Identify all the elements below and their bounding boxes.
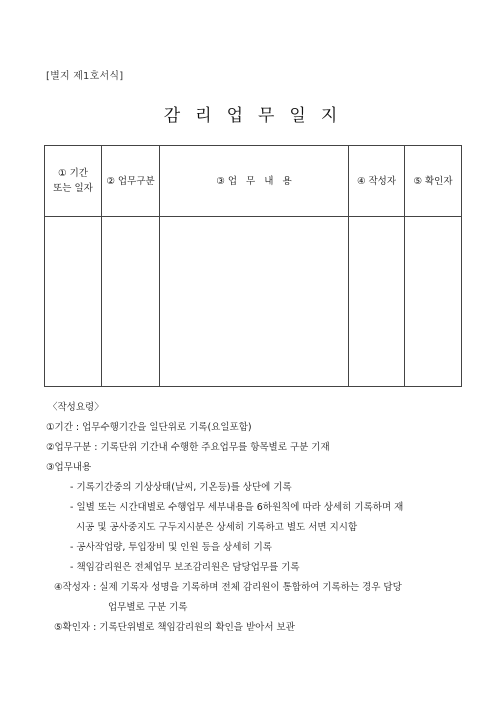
instruction-item-5: ⑤확인자 : 기록단위별로 책임감리원의 확인을 받아서 보관: [54, 622, 295, 633]
instruction-item-2: ②업무구분 : 기록단위 기간내 수행한 주요업무를 항목별로 구분 기재: [46, 442, 330, 453]
header-writer: [349, 146, 405, 217]
instruction-item-3-sub-3: - 공사작업량, 투입장비 및 인원 등을 상세히 기록: [70, 542, 272, 553]
instruction-item-3-sub-4: - 책임감리원은 전체업무 보조감리원은 담당업무를 기록: [70, 562, 300, 573]
entry-period-cell[interactable]: [45, 217, 102, 387]
entry-content-cell[interactable]: [160, 217, 349, 387]
instruction-item-1: ①기간 : 업무수행기간을 일단위로 기록(요일포함): [46, 422, 252, 433]
instruction-item-3: ③업무내용: [46, 462, 92, 473]
header-period: [45, 146, 102, 217]
entry-writer-cell[interactable]: [349, 217, 405, 387]
header-writer-label: ④ 작성자: [356, 175, 397, 187]
instruction-item-3-sub-2: - 일별 또는 시간대별로 수행업무 세부내용을 6하원칙에 따라 상세히 기록하며 재: [70, 502, 404, 513]
header-period-line2: 또는 일자: [53, 183, 93, 194]
header-category: [102, 146, 160, 217]
instruction-item-3-sub-1: - 기록기간중의 기상상태(날씨, 기온등)를 상단에 기록: [70, 482, 292, 493]
instructions-heading: 〈작성요령〉: [48, 402, 104, 413]
header-content-label: ③ 업 무 내 용: [216, 175, 292, 187]
header-category-label: ② 업무구분: [106, 175, 155, 187]
instruction-item-4: ④작성자 : 실제 기록자 성명을 기록하며 전체 감리원이 통합하여 기록하는 경우 담당: [54, 582, 402, 593]
entry-category-cell[interactable]: [102, 217, 160, 387]
header-confirmer-label: ⑤ 확인자: [413, 175, 453, 187]
instruction-item-3-sub-2-cont: 시공 및 공사중지도 구두지시분은 상세히 기록하고 별도 서면 지시함: [76, 522, 358, 533]
header-row: [45, 146, 462, 217]
form-number: [별지 제1호서식]: [46, 71, 124, 82]
instruction-item-4-cont: 업무별로 구분 기록: [108, 602, 188, 613]
instructions-section: [46, 398, 466, 638]
work-log-table: [44, 145, 462, 387]
header-confirmer: [405, 146, 462, 217]
header-period-line1: ① 기간: [58, 168, 88, 179]
entry-confirmer-cell[interactable]: [405, 217, 462, 387]
document-title: 감리업무일지: [163, 106, 353, 126]
header-content: [160, 146, 349, 217]
entry-row: [45, 217, 462, 387]
